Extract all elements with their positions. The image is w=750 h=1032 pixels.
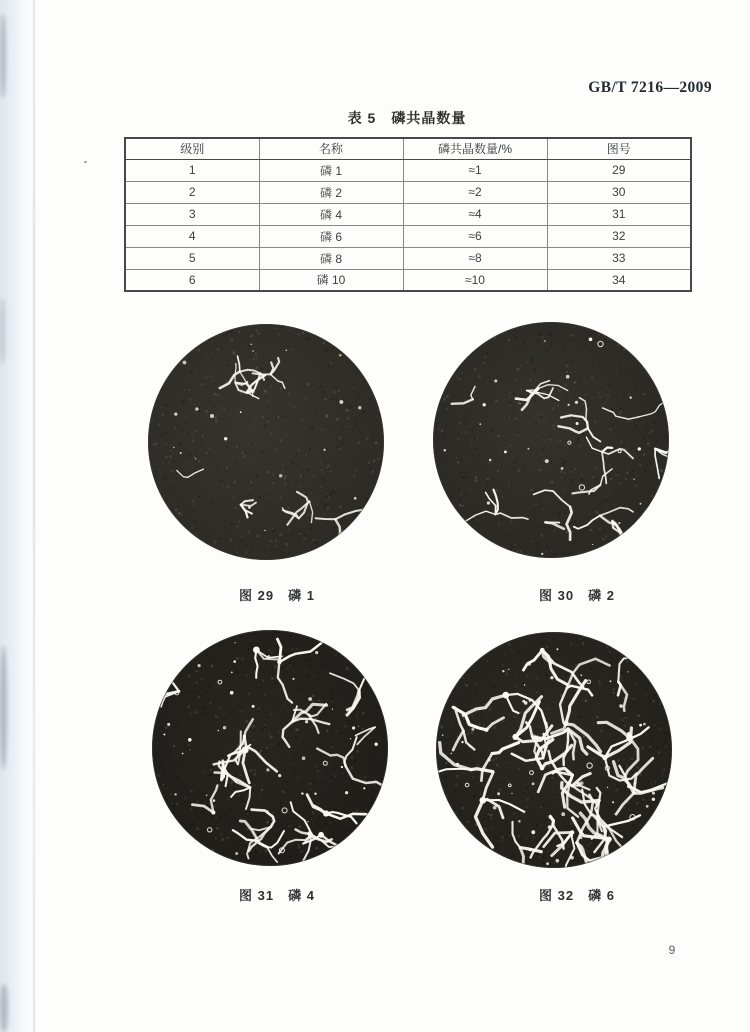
table-cell: 5 (125, 247, 259, 269)
table-cell: 32 (547, 225, 691, 247)
table-row (125, 181, 691, 203)
table-cell: 6 (125, 269, 259, 291)
table-title: 表 5 磷共晶数量 (347, 110, 467, 126)
figure-caption-29: 图 29 磷 1 (239, 588, 315, 603)
col-header-quantity: 磷共晶数量/% (403, 138, 547, 159)
table-cell: 29 (547, 159, 691, 181)
micrograph-image (151, 629, 389, 867)
figure-caption-31: 图 31 磷 4 (239, 888, 315, 903)
page-number: 9 (668, 943, 676, 957)
scan-smudge (0, 984, 8, 1032)
table-cell: 磷 8 (259, 247, 403, 269)
table-header (125, 138, 691, 159)
doc-code: GB/T 7216—2009 (588, 79, 712, 96)
col-header-grade: 级别 (125, 138, 259, 159)
micrograph-image (435, 631, 673, 869)
micrograph-figure-30 (432, 321, 670, 559)
scan-smudge (0, 646, 7, 770)
table-cell: 1 (125, 159, 259, 181)
scan-fold-line (33, 0, 35, 1032)
table-cell: 磷 4 (259, 203, 403, 225)
eutectic-table (124, 137, 692, 292)
table-cell: ≈6 (403, 225, 547, 247)
table-cell: 磷 10 (259, 269, 403, 291)
col-header-name: 名称 (259, 138, 403, 159)
table-row (125, 225, 691, 247)
table-row (125, 247, 691, 269)
table-row (125, 269, 691, 291)
table-row (125, 159, 691, 181)
table-cell: 30 (547, 181, 691, 203)
table-cell: 34 (547, 269, 691, 291)
table-cell: 4 (125, 225, 259, 247)
scan-smudge (0, 298, 5, 364)
table-cell: 磷 6 (259, 225, 403, 247)
table-cell: 33 (547, 247, 691, 269)
figure-caption-30: 图 30 磷 2 (539, 588, 615, 603)
table-cell: ≈8 (403, 247, 547, 269)
micrograph-figure-29 (147, 323, 385, 561)
micrograph-figure-31 (151, 629, 389, 867)
table-cell: 2 (125, 181, 259, 203)
micrograph-image (147, 323, 385, 561)
table-header-row (125, 138, 691, 159)
scan-speck (84, 161, 87, 163)
table-row (125, 203, 691, 225)
table-cell: ≈4 (403, 203, 547, 225)
table-cell: ≈10 (403, 269, 547, 291)
spec-table-body (125, 159, 691, 291)
table-cell: 3 (125, 203, 259, 225)
table-cell: 磷 1 (259, 159, 403, 181)
table-cell: ≈1 (403, 159, 547, 181)
micrograph-image (432, 321, 670, 559)
table-cell: 31 (547, 203, 691, 225)
table-cell: 磷 2 (259, 181, 403, 203)
scan-edge-strip (0, 0, 34, 1032)
micrograph-figure-32 (435, 631, 673, 869)
figure-caption-32: 图 32 磷 6 (539, 888, 615, 903)
col-header-figno: 图号 (547, 138, 691, 159)
table-cell: ≈2 (403, 181, 547, 203)
